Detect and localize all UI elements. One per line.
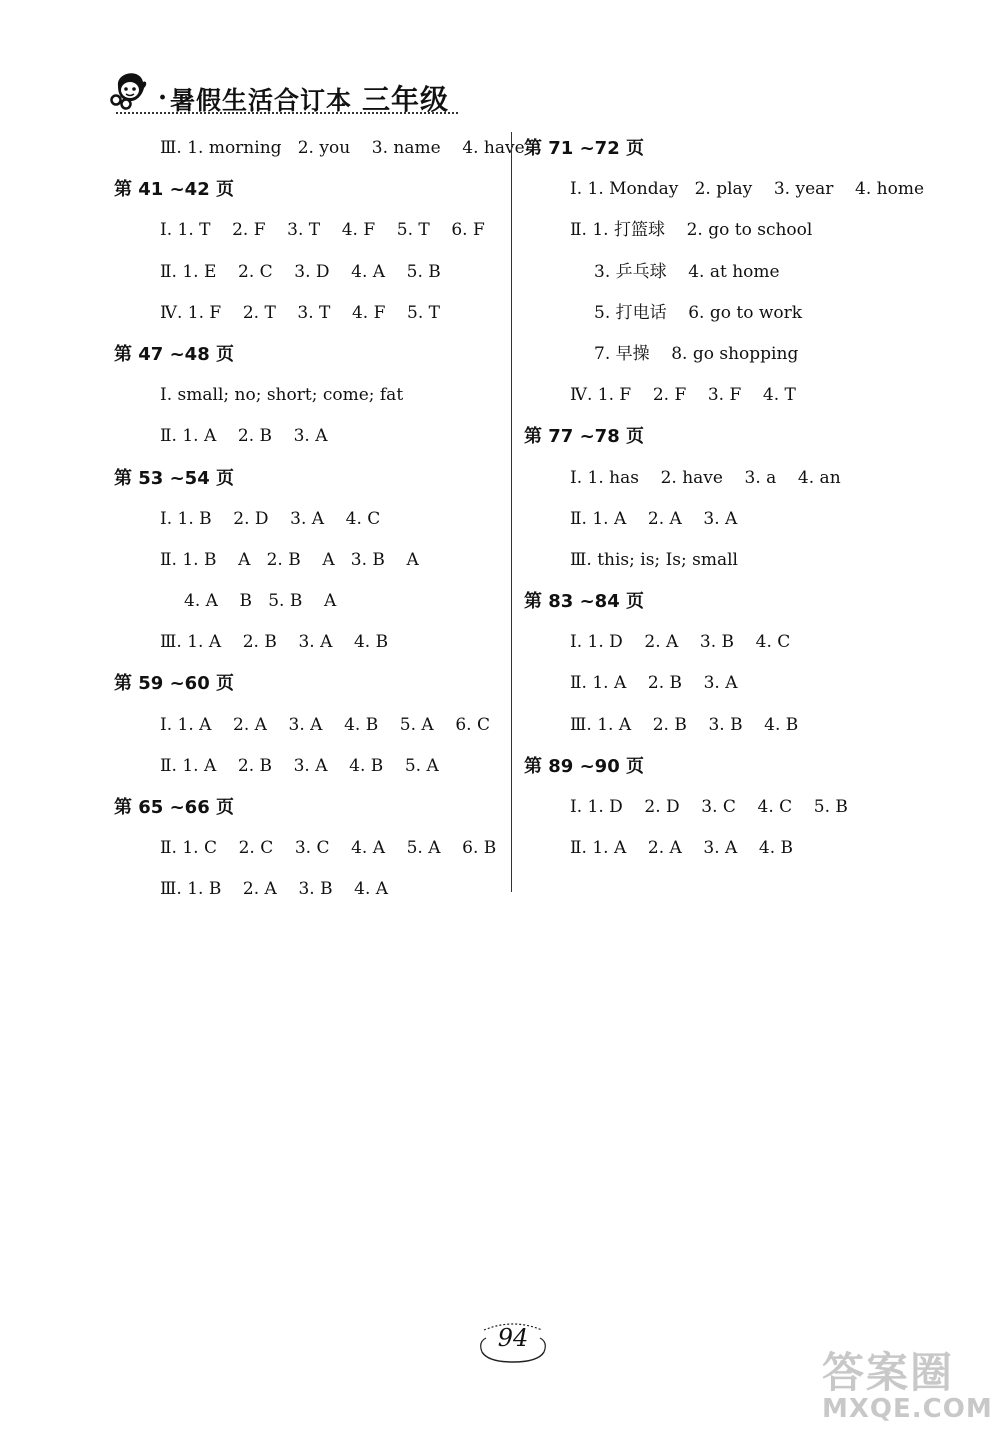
right-answer-column — [524, 128, 944, 869]
page-range-heading: 第 53 ~54 页 — [114, 467, 234, 489]
answer-line: Ⅰ. small; no; short; come; fat — [160, 385, 404, 406]
answer-line: 3. 乒乓球 4. at home — [594, 261, 780, 282]
page-range-heading: 第 41 ~42 页 — [114, 179, 234, 201]
header-dot: . — [158, 76, 168, 106]
answer-line: Ⅱ. 1. A 2. A 3. A — [570, 508, 738, 529]
answer-line: Ⅱ. 1. E 2. C 3. D 4. A 5. B — [160, 261, 441, 282]
answer-line: Ⅰ. 1. T 2. F 3. T 4. F 5. T 6. F — [160, 220, 485, 241]
grade-label: 三年级 — [362, 83, 450, 116]
answer-line: Ⅲ. this; is; Is; small — [570, 549, 738, 570]
answer-line: Ⅳ. 1. F 2. F 3. F 4. T — [570, 385, 796, 406]
answer-line: Ⅱ. 1. A 2. A 3. A 4. B — [570, 838, 794, 859]
page-header — [110, 62, 470, 122]
answer-line: Ⅱ. 1. A 2. B 3. A 4. B 5. A — [160, 755, 439, 776]
page-range-heading: 第 83 ~84 页 — [524, 591, 644, 613]
page-range-heading: 第 89 ~90 页 — [524, 755, 644, 777]
cartoon-face-logo-icon — [110, 66, 150, 110]
answer-line: 4. A B 5. B A — [184, 591, 337, 612]
answer-line: Ⅲ. 1. morning 2. you 3. name 4. have — [160, 138, 525, 158]
answer-line: Ⅱ. 1. B A 2. B A 3. B A — [160, 549, 419, 570]
answer-line: Ⅰ. 1. D 2. D 3. C 4. C 5. B — [570, 797, 848, 817]
site-watermark — [818, 1340, 993, 1430]
watermark-logo-text: 答案圈 — [822, 1348, 955, 1397]
page-number-text: 94 — [497, 1324, 529, 1352]
answer-line: Ⅰ. 1. A 2. A 3. A 4. B 5. A 6. C — [160, 714, 490, 735]
answer-line: Ⅱ. 1. A 2. B 3. A — [570, 673, 738, 694]
page-number — [478, 1318, 548, 1366]
answer-line: Ⅱ. 1. A 2. B 3. A — [160, 426, 328, 447]
header-dotted-rule — [116, 112, 458, 114]
watermark-url: MXQE.COM — [822, 1394, 993, 1424]
answer-line: Ⅲ. 1. A 2. B 3. B 4. B — [570, 714, 799, 735]
book-title-text: 暑假生活合订本 — [170, 86, 353, 115]
page-range-heading: 第 65 ~66 页 — [114, 797, 234, 818]
answer-line: Ⅳ. 1. F 2. T 3. T 4. F 5. T — [160, 302, 440, 323]
column-divider — [511, 132, 512, 892]
answer-line: Ⅰ. 1. B 2. D 3. A 4. C — [160, 508, 381, 529]
page-range-heading: 第 77 ~78 页 — [524, 426, 644, 448]
left-answer-column — [114, 128, 525, 911]
answer-line: 5. 打电话 6. go to work — [594, 302, 803, 323]
answer-line: Ⅰ. 1. Monday 2. play 3. year 4. home — [570, 179, 925, 200]
answer-line: Ⅱ. 1. 打篮球 2. go to school — [570, 220, 813, 241]
answer-line: Ⅱ. 1. C 2. C 3. C 4. A 5. A 6. B — [160, 838, 497, 859]
page-range-heading: 第 71 ~72 页 — [524, 138, 644, 159]
page-range-heading: 第 59 ~60 页 — [114, 673, 234, 695]
answer-line: 7. 早操 8. go shopping — [594, 343, 799, 364]
page-range-heading: 第 47 ~48 页 — [114, 343, 234, 365]
answer-line: Ⅲ. 1. A 2. B 3. A 4. B — [160, 632, 389, 653]
answer-line: Ⅰ. 1. D 2. A 3. B 4. C — [570, 632, 791, 653]
answer-line: Ⅰ. 1. has 2. have 3. a 4. an — [570, 467, 841, 488]
answer-line: Ⅲ. 1. B 2. A 3. B 4. A — [160, 879, 389, 900]
